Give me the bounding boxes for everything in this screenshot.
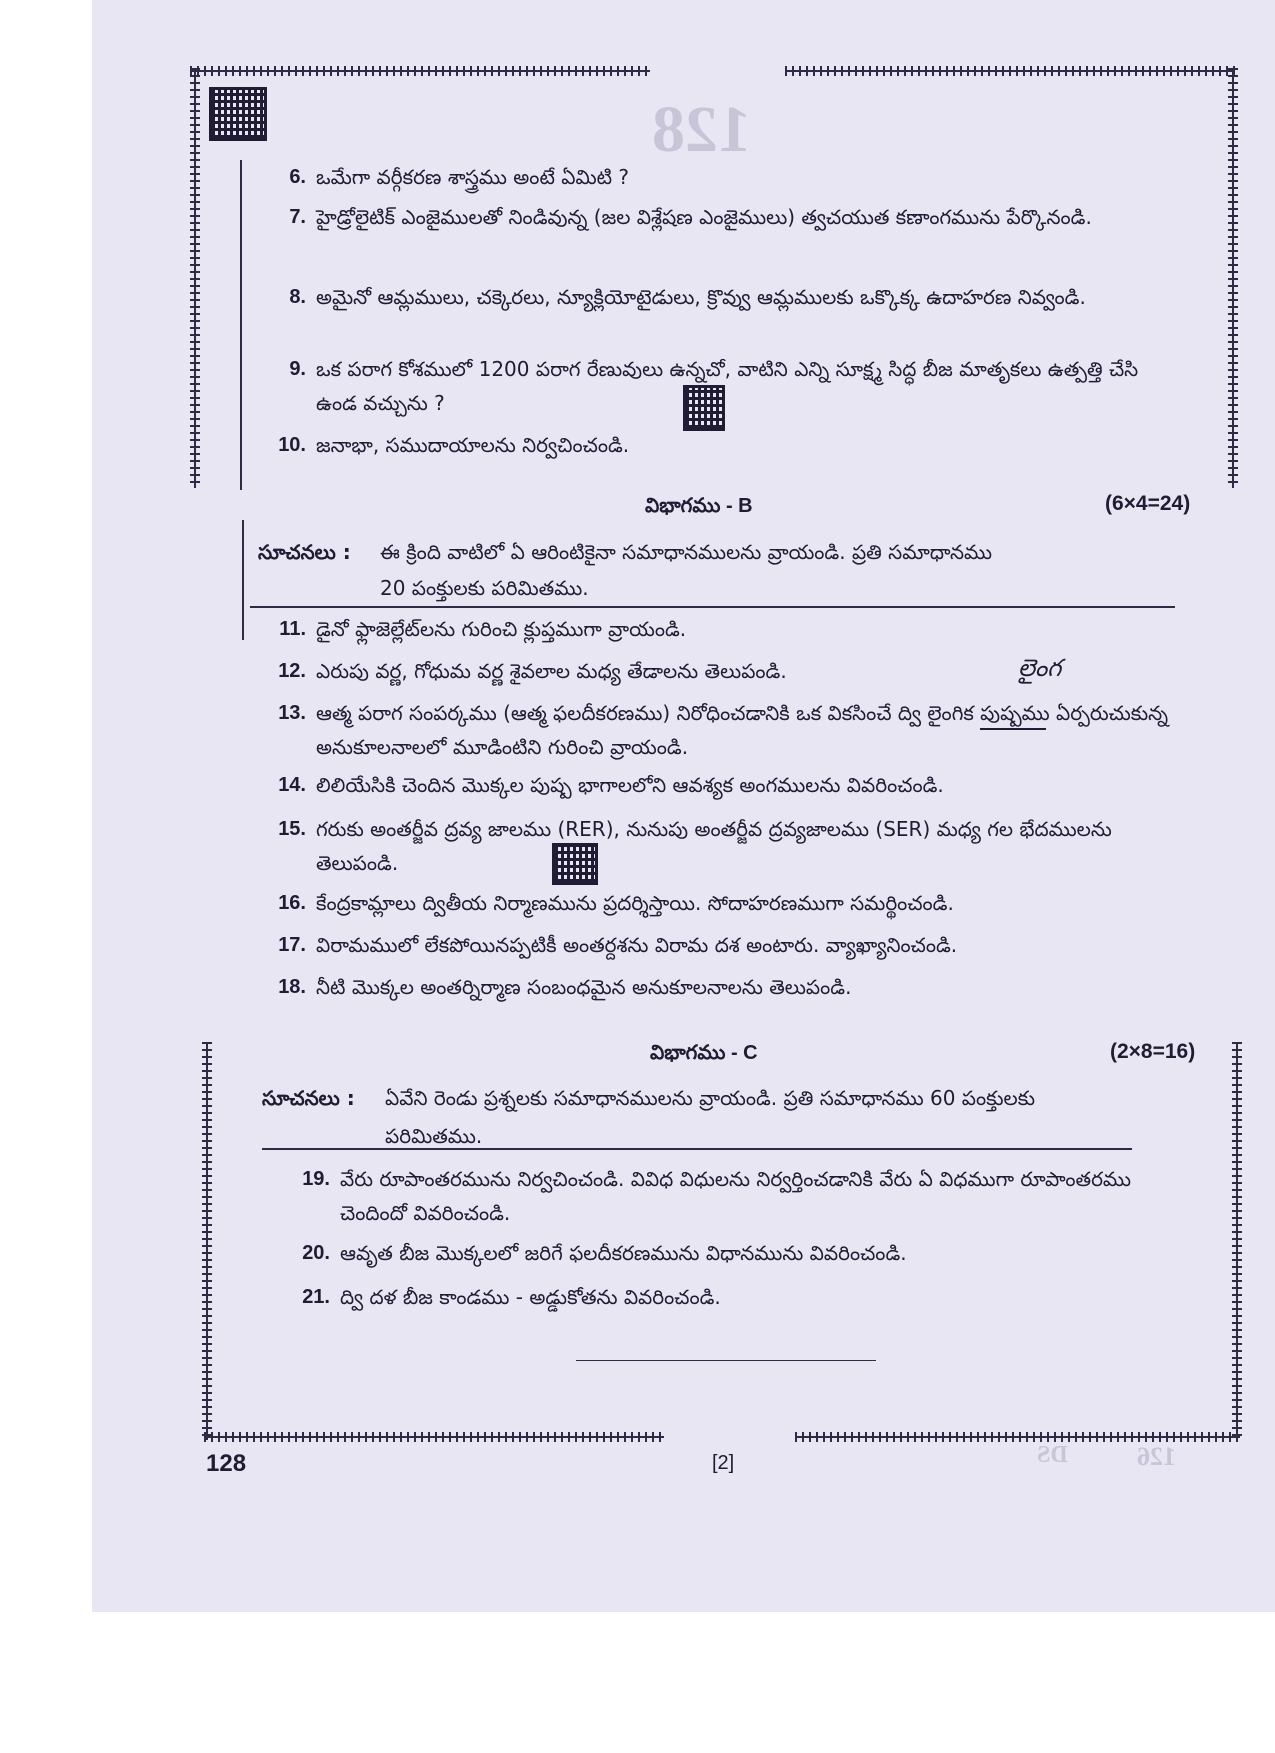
question-text: హైడ్రోలైటిక్ ఎంజైములతో నిండివున్న (జల విశ్లేషణ ఎంజైములు) త్వచయుత కణాంగమును పేర్కొనండి. [316, 205, 1092, 229]
section-c-instructions-line2: పరిమితము. [385, 1124, 483, 1148]
question-number: 7. [289, 206, 306, 228]
section-c-title: విభాగము - C [650, 1042, 758, 1064]
border-right-lower [1232, 1042, 1242, 1440]
section-c-marks: (2×8=16) [1110, 1040, 1196, 1063]
ghost-code-bottom-mid: DS [1037, 1442, 1068, 1468]
scanned-page [92, 0, 1275, 1612]
section-b-instructions-line1: ఈ క్రింది వాటిలో ఏ ఆరింటికైనా సమాధానములను వ్రాయండి. ప్రతి సమాధానము [380, 540, 993, 564]
question-text: వేరు రూపాంతరమును నిర్వచించండి. వివిధ విధులను నిర్వర్తించడానికి వేరు ఏ విధముగా రూపాంతరము చెందిందో వివరించండి. [340, 1167, 1132, 1225]
question-number: 19. [302, 1168, 330, 1190]
question-number: 21. [302, 1286, 330, 1308]
qr-code-top-left [212, 90, 264, 138]
question-number: 15. [278, 818, 306, 840]
border-top-left [190, 66, 650, 76]
question-text: లిలియేసికి చెందిన మొక్కల పుష్ప భాగాలలోని ఆవశ్యక అంగములను వివరించండి. [316, 773, 944, 797]
question-number: 11. [279, 618, 306, 640]
question-number: 20. [302, 1242, 330, 1264]
section-b-instructions-line2: 20 పంక్తులకు పరిమితము. [380, 576, 589, 600]
border-right-upper [1228, 68, 1238, 488]
section-c-instructions-label: సూచనలు : [262, 1086, 355, 1110]
section-c-divider [262, 1148, 1132, 1150]
question-text: అమైనో ఆమ్లములు, చక్కెరలు, న్యూక్లియోటైడులు, క్రొవ్వు ఆమ్లములకు ఒక్కొక్క ఉదాహరణ నివ్వండి. [316, 285, 1086, 309]
question-number: 14. [278, 774, 306, 796]
border-left-upper [190, 68, 200, 488]
paper-code: 128 [206, 1450, 247, 1477]
question-text: గరుకు అంతర్జీవ ద్రవ్య జాలము (RER), నునుపు అంతర్జీవ ద్రవ్యజాలము (SER) మధ్య గల భేదములను తెలుపండి. [316, 817, 1112, 875]
end-rule [576, 1360, 876, 1361]
border-bottom-right [795, 1432, 1240, 1442]
question-text: జనాభా, సముదాయాలను నిర్వచించండి. [316, 433, 630, 457]
page-number: [2] [712, 1452, 735, 1474]
question-number: 10. [278, 434, 306, 456]
section-c-instructions-line1: ఏవేని రెండు ప్రశ్నలకు సమాధానములను వ్రాయండి. ప్రతి సమాధానము 60 పంక్తులకు [385, 1086, 1036, 1110]
question-text: ద్వి దళ బీజ కాండము - అడ్డుకోతను వివరించండి. [340, 1285, 721, 1309]
question-text: ఆత్మ పరాగ సంపర్కము (ఆత్మ ఫలదీకరణము) నిరోధించడానికి ఒక వికసించే ద్వి లైంగిక పుష్పము ఏర్పరుచుకున్న అనుకూలనాలలో మూడింటిని గురించి వ్రాయండి. [316, 701, 1169, 759]
border-left-lower [202, 1042, 212, 1440]
question-text: విరామములో లేకపోయినప్పటికీ అంతర్దశను విరామ దశ అంటారు. వ్యాఖ్యానించండి. [316, 933, 958, 957]
question-number: 18. [278, 976, 306, 998]
question-text: ఆవృత బీజ మొక్కలలో జరిగే ఫలదీకరణమును విధానమును వివరించండి. [340, 1241, 907, 1265]
page-margin-left [0, 0, 92, 1612]
question-number: 13. [278, 702, 306, 724]
question-number: 9. [289, 358, 306, 380]
page-margin-bottom [0, 1612, 1275, 1753]
ghost-code-bottom-right: 126 [1137, 1442, 1176, 1471]
question-text: కేంద్రకామ్లాలు ద్వితీయ నిర్మాణమును ప్రదర్శిస్తాయి. సోదాహరణముగా సమర్థించండి. [316, 891, 954, 915]
question-number: 6. [289, 166, 306, 188]
handwritten-note: లైంగ [1018, 654, 1062, 682]
section-b-instructions-label: సూచనలు : [258, 540, 351, 564]
section-b-title: విభాగము - B [645, 495, 753, 517]
section-b-marks: (6×4=24) [1105, 492, 1191, 515]
question-text: నీటి మొక్కల అంతర్నిర్మాణ సంబంధమైన అనుకూలనాలను తెలుపండి. [316, 975, 852, 999]
margin-line-mid [242, 520, 244, 640]
question-number: 17. [278, 934, 306, 956]
question-text: డైనో ఫ్లాజెల్లేట్‌లను గురించి క్లుప్తముగా వ్రాయండి. [316, 617, 687, 641]
margin-line-upper [240, 160, 242, 490]
question-number: 16. [278, 892, 306, 914]
pen-underline [980, 728, 1046, 730]
ghost-code-top: 128 [652, 93, 751, 166]
question-number: 12. [278, 660, 306, 682]
question-number: 8. [289, 286, 306, 308]
border-bottom-left [204, 1432, 664, 1442]
border-top-right [785, 66, 1235, 76]
question-text: ఎరుపు వర్ణ, గోధుమ వర్ణ శైవలాల మధ్య తేడాలను తెలుపండి. [316, 659, 787, 683]
question-text: ఒక పరాగ కోశములో 1200 పరాగ రేణువులు ఉన్నచో, వాటిని ఎన్ని సూక్ష్మ సిద్ధ బీజ మాతృకలు ఉత్పత్తి చేసి ఉండ వచ్చును ? [316, 357, 1139, 415]
question-text: ఒమేగా వర్గీకరణ శాస్త్రము అంటే ఏమిటి ? [316, 165, 630, 189]
section-b-divider [250, 606, 1175, 608]
